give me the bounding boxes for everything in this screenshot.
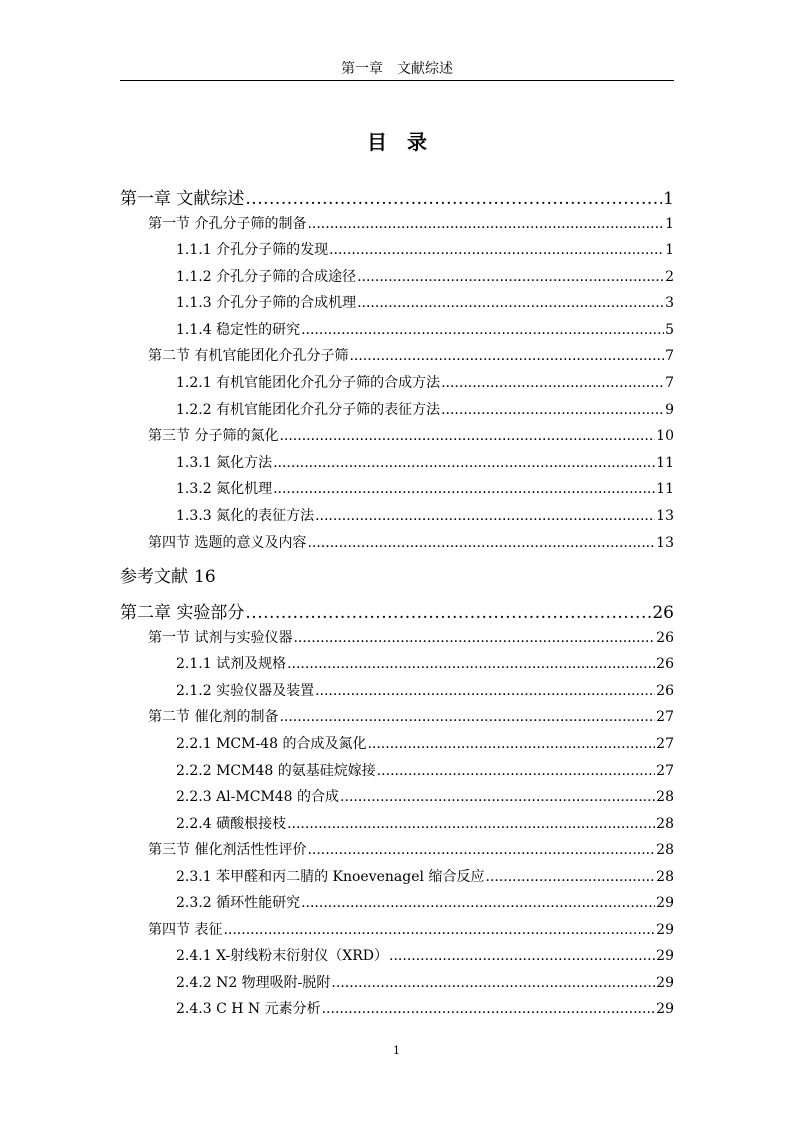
toc-entry-label: 2.1.1 试剂及规格	[176, 656, 287, 672]
toc-entry-page: 16	[194, 567, 216, 587]
toc-entry-page: 27	[656, 736, 674, 752]
toc-entry[interactable]	[120, 478, 674, 498]
toc-entry[interactable]	[120, 998, 674, 1018]
toc-entry-label: 第一节 试剂与实验仪器	[148, 630, 293, 646]
toc-entry-label: 2.4.2 N2 物理吸附-脱附	[176, 975, 331, 991]
toc-dot-leader	[279, 428, 655, 444]
toc-entry-label: 2.1.2 实验仪器及装置	[176, 683, 315, 699]
toc-dot-leader	[315, 683, 655, 699]
toc-dot-leader	[293, 630, 655, 646]
toc-entry[interactable]	[120, 213, 674, 233]
toc-dot-leader	[329, 242, 664, 258]
toc-entry-label: 2.3.2 循环性能研究	[176, 895, 301, 911]
toc-entry-label: 2.4.3 C H N 元素分析	[176, 1001, 321, 1017]
toc-entry-page: 10	[656, 428, 674, 444]
toc-entry[interactable]	[120, 813, 674, 833]
toc-entry[interactable]	[120, 627, 674, 647]
toc-entry-label: 参考文献	[120, 567, 188, 587]
toc-dot-leader	[441, 375, 664, 391]
toc-title-left: 目	[367, 130, 387, 154]
toc-entry-page: 28	[656, 842, 674, 858]
toc-entry-page: 3	[665, 295, 674, 311]
toc-entry[interactable]	[120, 706, 674, 726]
toc-dot-leader	[315, 508, 655, 524]
toc-entry-label: 第四节 选题的意义及内容	[148, 535, 307, 551]
toc-entry[interactable]	[120, 345, 674, 365]
toc-entry-page: 26	[652, 603, 674, 623]
toc-entry-label: 1.1.1 介孔分子筛的发现	[176, 242, 329, 258]
toc-entry-page: 9	[665, 402, 674, 418]
toc-dot-leader	[301, 895, 655, 911]
toc-entry-label: 1.1.2 介孔分子筛的合成途径	[176, 269, 357, 285]
toc-entry-label: 第四节 表征	[148, 922, 223, 938]
toc-entry[interactable]	[120, 239, 674, 259]
toc-entry[interactable]	[120, 892, 674, 912]
toc-entry-page: 29	[656, 948, 674, 964]
toc-entry-page: 29	[656, 975, 674, 991]
toc-entry[interactable]	[120, 532, 674, 552]
toc-entry-page: 13	[656, 508, 674, 524]
toc-entry[interactable]	[120, 184, 674, 209]
toc-entry[interactable]	[120, 505, 674, 525]
toc-dot-leader	[441, 402, 664, 418]
toc-entry-page: 26	[656, 683, 674, 699]
toc-entry-page: 29	[656, 1001, 674, 1017]
toc-dot-leader	[279, 709, 655, 725]
toc-entry[interactable]	[120, 598, 674, 623]
toc-entry-label: 第二章 实验部分	[120, 603, 245, 623]
toc-entry-page: 29	[656, 922, 674, 938]
toc-dot-leader	[485, 869, 655, 885]
toc-dot-leader	[245, 603, 651, 623]
toc-entry[interactable]	[120, 425, 674, 445]
toc-entry-label: 1.2.2 有机官能团化介孔分子筛的表征方法	[176, 402, 441, 418]
toc-entry[interactable]	[120, 399, 674, 419]
toc-entry-label: 1.3.2 氮化机理	[176, 481, 273, 497]
toc-entry-page: 1	[665, 216, 674, 232]
toc-entry-label: 第二节 有机官能团化介孔分子筛	[148, 348, 349, 364]
toc-entry-page: 28	[656, 869, 674, 885]
toc-entry[interactable]	[120, 866, 674, 886]
toc-entry-page: 2	[665, 269, 674, 285]
toc-entry-label: 2.2.3 Al-MCM48 的合成	[176, 789, 340, 805]
toc-dot-leader	[273, 481, 655, 497]
toc-entry[interactable]	[120, 562, 674, 587]
toc-entry-label: 1.2.1 有机官能团化介孔分子筛的合成方法	[176, 375, 441, 391]
toc-entry-page: 28	[656, 789, 674, 805]
toc-entry[interactable]	[120, 319, 674, 339]
toc-entry-label: 2.3.1 苯甲醛和丙二腈的 Knoevenagel 缩合反应	[176, 869, 485, 885]
toc-entry-label: 第一章 文献综述	[120, 189, 245, 209]
toc-entry-label: 第二节 催化剂的制备	[148, 709, 279, 725]
toc-entry[interactable]	[120, 786, 674, 806]
toc-entry-label: 2.2.1 MCM-48 的合成及氮化	[176, 736, 367, 752]
toc-dot-leader	[340, 789, 655, 805]
toc-entry-page: 13	[656, 535, 674, 551]
toc-entry-label: 2.2.2 MCM48 的氨基硅烷嫁接	[176, 763, 376, 779]
toc-entry[interactable]	[120, 680, 674, 700]
toc-dot-leader	[245, 189, 662, 209]
toc-dot-leader	[331, 975, 655, 991]
toc-entry[interactable]	[120, 919, 674, 939]
toc-entry[interactable]	[120, 733, 674, 753]
toc-entry-page: 1	[663, 189, 674, 209]
toc-entry-page: 27	[656, 763, 674, 779]
toc-dot-leader	[349, 348, 664, 364]
toc-dot-leader	[287, 656, 655, 672]
toc-entry-page: 5	[665, 322, 674, 338]
toc-entry-page: 26	[656, 656, 674, 672]
toc-dot-leader	[389, 948, 655, 964]
toc-entry-label: 2.2.4 磺酸根接枝	[176, 816, 287, 832]
toc-entry-page: 7	[665, 375, 674, 391]
toc-entry-label: 1.3.1 氮化方法	[176, 455, 273, 471]
toc-entry-label: 第三节 催化剂活性性评价	[148, 842, 307, 858]
toc-title-right: 录	[407, 130, 427, 154]
toc-entry-page: 7	[665, 348, 674, 364]
toc-dot-leader	[357, 295, 664, 311]
toc-title	[120, 128, 674, 156]
toc-entry[interactable]	[120, 972, 674, 992]
toc-entry[interactable]	[120, 760, 674, 780]
toc-entry[interactable]	[120, 292, 674, 312]
toc-entry[interactable]	[120, 452, 674, 472]
page-number: 1	[393, 1044, 400, 1057]
toc-entry-label: 第三节 分子筛的氮化	[148, 428, 279, 444]
toc-dot-leader	[223, 922, 655, 938]
toc-entry[interactable]	[120, 945, 674, 965]
toc-dot-leader	[307, 842, 655, 858]
toc-entry[interactable]	[120, 372, 674, 392]
toc-entry[interactable]	[120, 266, 674, 286]
toc-entry-page: 28	[656, 816, 674, 832]
toc-entry-page: 26	[656, 630, 674, 646]
toc-dot-leader	[322, 1001, 656, 1017]
toc-entry-page: 11	[656, 481, 674, 497]
toc-entry[interactable]	[120, 839, 674, 859]
toc-entry-label: 1.1.4 稳定性的研究	[176, 322, 301, 338]
toc-dot-leader	[307, 216, 664, 232]
toc-entry-label: 第一节 介孔分子筛的制备	[148, 216, 307, 232]
toc-entry-label: 1.3.3 氮化的表征方法	[176, 508, 315, 524]
toc-dot-leader	[287, 816, 655, 832]
toc-dot-leader	[307, 535, 655, 551]
toc-entry-page: 11	[656, 455, 674, 471]
toc-entry-page: 1	[665, 242, 674, 258]
toc-entry-label: 1.1.3 介孔分子筛的合成机理	[176, 295, 357, 311]
toc-entry[interactable]	[120, 653, 674, 673]
toc-entry-page: 27	[656, 709, 674, 725]
toc-dot-leader	[273, 455, 655, 471]
toc-dot-leader	[377, 763, 655, 779]
toc-entry-page: 29	[656, 895, 674, 911]
toc-dot-leader	[301, 322, 664, 338]
toc-dot-leader	[357, 269, 664, 285]
toc-entry-label: 2.4.1 X-射线粉末衍射仪（XRD）	[176, 948, 389, 964]
header-rule	[120, 80, 674, 81]
toc-dot-leader	[367, 736, 655, 752]
running-header: 第一章 文献综述	[341, 61, 453, 77]
